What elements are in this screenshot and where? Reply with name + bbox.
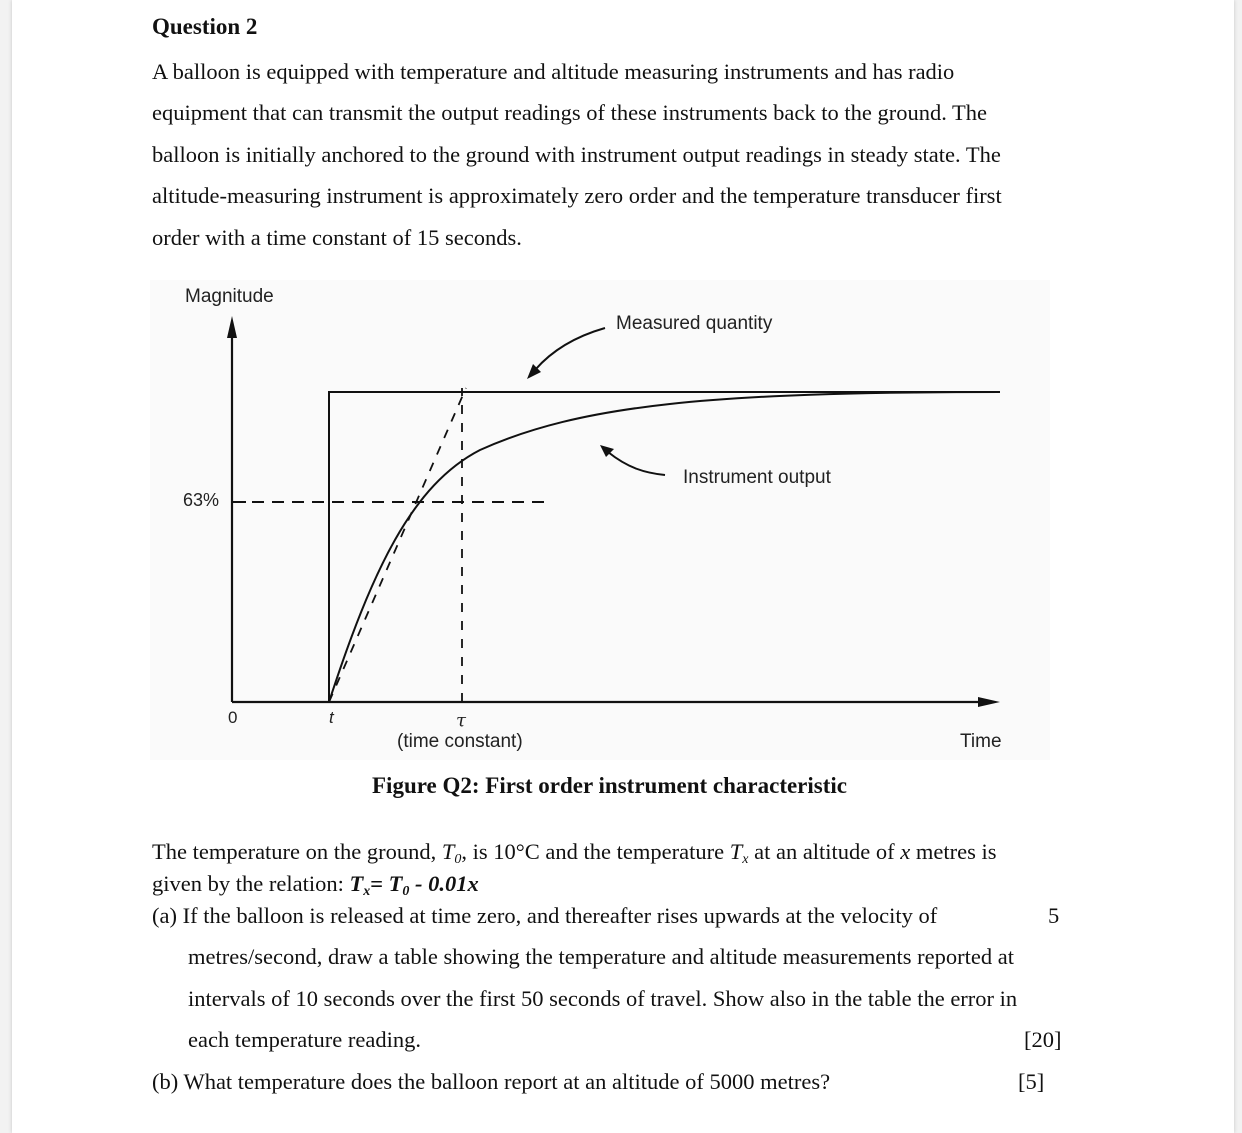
- intro-line-1: A balloon is equipped with temperature and altitude measuring instruments and has radio: [152, 59, 955, 84]
- figure-background: [150, 280, 1050, 760]
- part-a-marks: [20]: [1024, 1027, 1062, 1052]
- part-a-line-4: each temperature reading.: [188, 1027, 421, 1052]
- origin-label: 0: [228, 708, 238, 727]
- t-label: t: [329, 708, 334, 727]
- instrument-output-label: Instrument output: [683, 467, 831, 488]
- label-63-percent: 63%: [183, 490, 220, 510]
- part-a-velocity-value: 5: [1048, 903, 1060, 928]
- intro-line-4: altitude-measuring instrument is approximately zero order and the temperature transducer first: [152, 183, 1002, 208]
- body-line-2: given by the relation: $T_x= T_0 - 0.01x$: [152, 871, 479, 899]
- first-order-response-diagram: [150, 280, 1050, 760]
- tau-label: τ: [456, 710, 466, 731]
- part-b-line: (b) What temperature does the balloon report at an altitude of 5000 metres?: [152, 1069, 831, 1094]
- part-a-line-2: metres/second, draw a table showing the temperature and altitude measurements reported at: [188, 944, 1014, 969]
- figure-q2: [150, 280, 1050, 760]
- measured-quantity-label: Measured quantity: [616, 313, 773, 334]
- intro-line-5: order with a time constant of 15 seconds.: [152, 225, 522, 250]
- question-title: Question 2: [152, 14, 258, 39]
- figure-caption: Figure Q2: First order instrument characteristic: [372, 773, 847, 798]
- part-b-marks: [5]: [1018, 1069, 1045, 1094]
- intro-line-3: balloon is initially anchored to the ground with instrument output readings in steady state. The: [152, 142, 1001, 167]
- time-constant-label: (time constant): [397, 731, 523, 752]
- x-axis-label: Time: [960, 731, 1002, 752]
- y-axis-label: Magnitude: [185, 286, 274, 307]
- body-line-1: The temperature on the ground, $T_0$, is 10°C and the temperature $T_x$ at an altitude of x metres is: [152, 839, 997, 867]
- intro-line-2: equipment that can transmit the output readings of these instruments back to the ground. The: [152, 100, 988, 125]
- part-a-line-1: (a) If the balloon is released at time zero, and thereafter rises upwards at the velocity of: [152, 903, 938, 928]
- part-a-line-3: intervals of 10 seconds over the first 50 seconds of travel. Show also in the table the error in: [188, 986, 1018, 1011]
